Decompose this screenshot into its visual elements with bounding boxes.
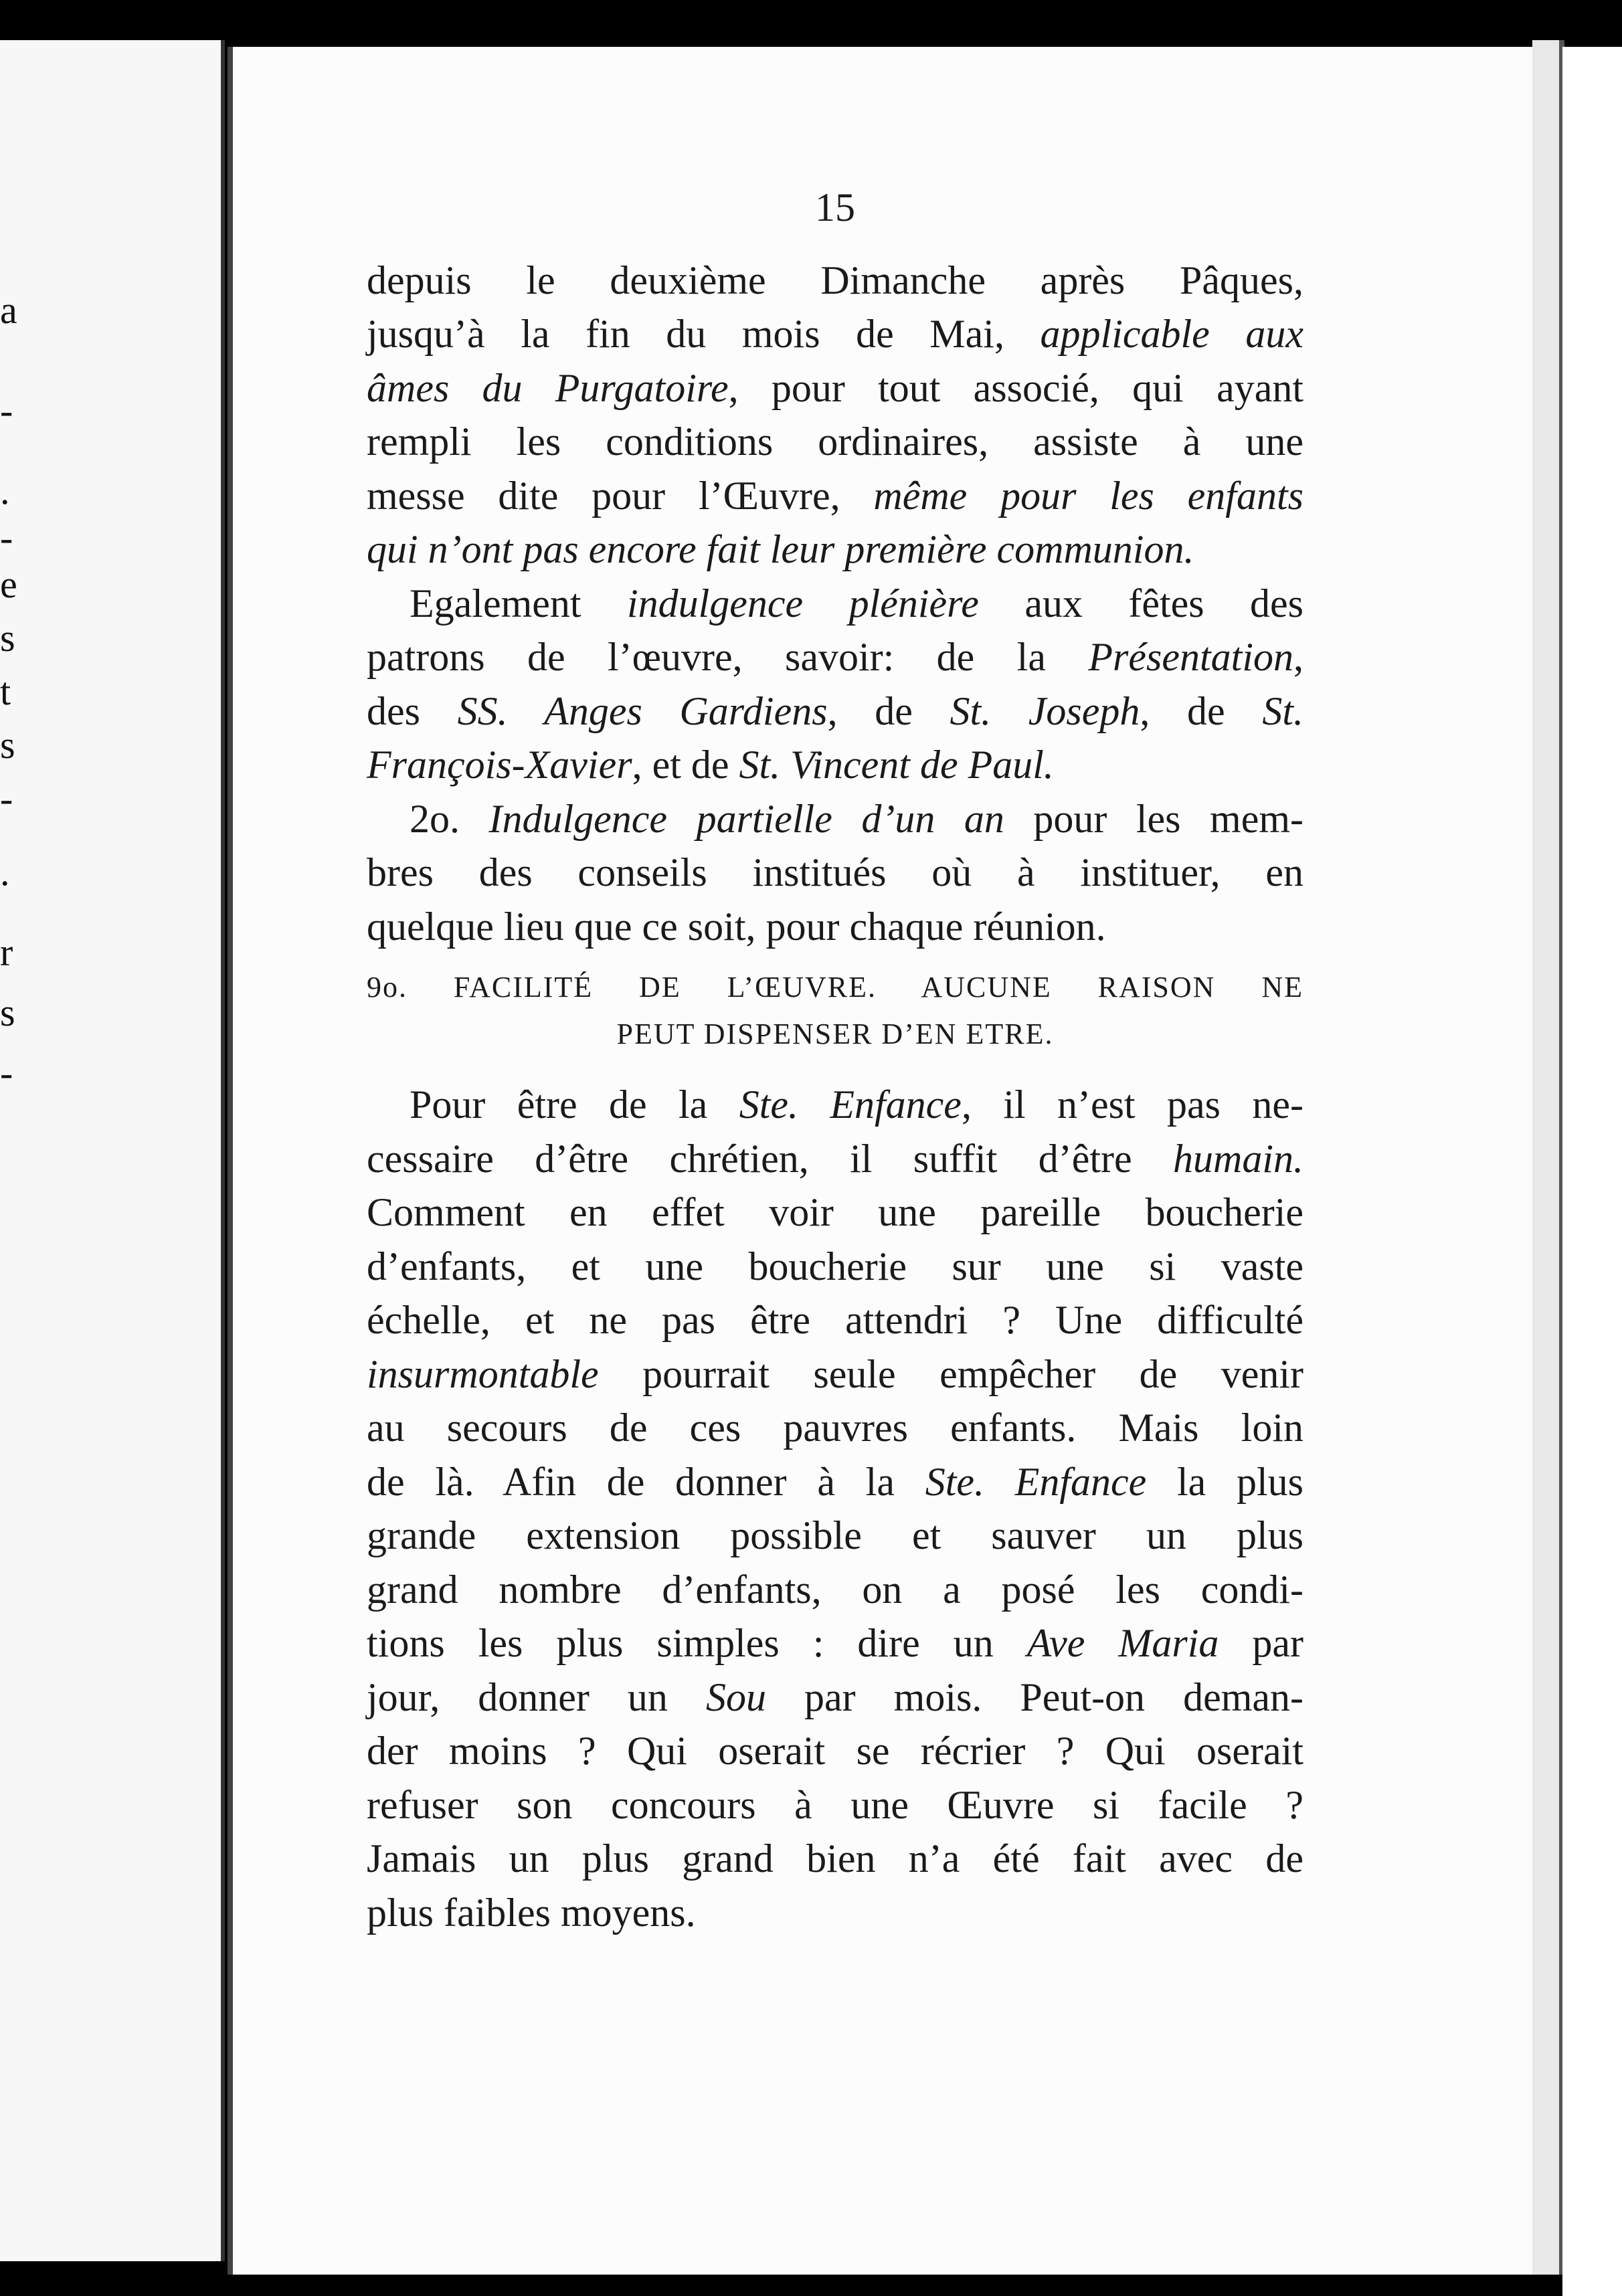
text-line — [367, 361, 1303, 415]
text-segment: , de — [1140, 688, 1263, 733]
left-page-fragment: s — [0, 991, 15, 1034]
text-segment: depuis le deuxième Dimanche après Pâques, — [367, 258, 1303, 302]
paragraph-facilite — [367, 1078, 1303, 1939]
text-line — [367, 1293, 1303, 1347]
text-segment: , pour tout associé, qui ayant — [728, 365, 1304, 410]
text-line — [367, 846, 1303, 900]
heading-line: 9o. FACILITÉ DE L’ŒUVRE. AUCUNE RAISON NE — [367, 971, 1303, 1003]
left-page-fragment: a — [0, 288, 17, 332]
left-page-fragment: - — [0, 516, 13, 559]
text-line — [367, 1347, 1303, 1402]
text-segment: , il n’est pas ne- — [961, 1082, 1304, 1127]
text-segment: la plus — [1146, 1459, 1304, 1504]
section-heading — [367, 964, 1303, 1058]
text-line — [367, 1616, 1303, 1670]
text-line — [367, 1185, 1303, 1240]
text-line — [367, 1886, 1303, 1940]
italic-text: Présentation — [1088, 635, 1293, 679]
text-line — [367, 1240, 1303, 1294]
italic-text: François-Xavier — [367, 743, 632, 787]
text-line — [367, 1509, 1303, 1563]
text-segment: bres des conseils institués où à instituer, en — [367, 850, 1303, 894]
left-page-fragment: t — [0, 670, 11, 713]
text-segment: jusqu’à la fin du mois de Mai, — [367, 312, 1041, 356]
text-line — [367, 307, 1303, 361]
scan-border — [1562, 47, 1622, 2296]
heading-line: PEUT DISPENSER D’EN ETRE. — [616, 1018, 1054, 1050]
text-line — [367, 630, 1303, 684]
text-segment: messe dite pour l’Œuvre, — [367, 473, 874, 518]
italic-text: SS. Anges Gardiens — [457, 688, 828, 733]
page-edge-shadow — [1532, 40, 1564, 2275]
text-line — [367, 1670, 1303, 1725]
text-line — [367, 1132, 1303, 1186]
text-segment: d’enfants, et une boucherie sur une si vaste — [367, 1244, 1303, 1288]
left-page-fragment: . — [0, 469, 10, 512]
italic-text: Sou — [705, 1675, 766, 1719]
text-segment: par mois. Peut-on deman- — [765, 1675, 1303, 1719]
page-number: 15 — [815, 185, 855, 229]
text-segment: , de — [827, 688, 950, 733]
left-page-edge — [0, 40, 225, 2261]
italic-text: âmes du Purgatoire — [367, 365, 729, 410]
left-page-fragment: . — [0, 850, 10, 894]
text-segment: tions les plus simples : dire un — [367, 1621, 1027, 1665]
text-segment: , et de — [632, 743, 739, 787]
text-segment: jour, donner un — [367, 1675, 706, 1719]
text-segment: pour les mem- — [1004, 796, 1303, 841]
italic-text: Ste. Enfance — [739, 1082, 962, 1127]
text-line — [367, 1455, 1303, 1509]
text-line — [367, 522, 1303, 577]
text-segment: par — [1219, 1621, 1303, 1665]
italic-text: Indulgence partielle d’un an — [488, 796, 1004, 841]
text-segment: grand nombre d’enfants, on a posé les condi- — [367, 1567, 1303, 1612]
left-page-fragment: r — [0, 931, 13, 974]
text-segment: 2o. — [410, 796, 489, 841]
paragraph-indulgences — [367, 254, 1303, 954]
italic-text: indulgence plénière — [626, 581, 979, 626]
text-segment: aux fêtes des — [978, 581, 1303, 626]
text-line — [367, 1724, 1303, 1778]
text-segment: , — [1293, 635, 1303, 679]
page-content — [367, 181, 1303, 1939]
left-page-fragment: s — [0, 616, 15, 660]
text-segment: échelle, et ne pas être attendri ? Une difficulté — [367, 1298, 1303, 1342]
left-page-fragment: s — [0, 723, 15, 767]
text-segment: grande extension possible et sauver un plus — [367, 1513, 1303, 1557]
italic-text: même pour les enfants — [873, 473, 1303, 518]
text-segment: plus faibles moyens. — [367, 1890, 696, 1935]
text-segment: de là. Afin de donner à la — [367, 1459, 925, 1504]
text-segment: Jamais un plus grand bien n’a été fait avec de — [367, 1836, 1303, 1881]
italic-text: Ste. Enfance — [925, 1459, 1147, 1504]
italic-text: Ave Maria — [1026, 1621, 1219, 1665]
text-line — [367, 900, 1303, 954]
text-segment: Comment en effet voir une pareille boucherie — [367, 1190, 1303, 1234]
text-line — [367, 792, 1303, 846]
text-segment: Egalement — [410, 581, 627, 626]
left-page-fragment: - — [0, 389, 13, 432]
left-page-fragment: - — [0, 777, 13, 820]
text-line — [367, 469, 1303, 523]
italic-text: St. — [1262, 688, 1303, 733]
text-line — [367, 415, 1303, 469]
text-line — [367, 738, 1303, 792]
left-page-fragment: e — [0, 563, 17, 606]
text-segment: rempli les conditions ordinaires, assiste à une — [367, 419, 1303, 464]
italic-text: St. Vincent de Paul. — [739, 743, 1054, 787]
text-segment: patrons de l’œuvre, savoir: de la — [367, 635, 1089, 679]
text-segment: des — [367, 688, 458, 733]
text-line — [367, 577, 1303, 631]
text-segment: refuser son concours à une Œuvre si facile ? — [367, 1782, 1303, 1827]
text-segment: cessaire d’être chrétien, il suffit d’être — [367, 1136, 1173, 1181]
text-segment: quelque lieu que ce soit, pour chaque réunion. — [367, 904, 1106, 949]
text-segment: pourrait seule empêcher de venir — [598, 1351, 1303, 1396]
text-line — [367, 1078, 1303, 1132]
book-page — [228, 47, 1571, 2275]
text-segment: au secours de ces pauvres enfants. Mais loin — [367, 1406, 1303, 1450]
text-line — [367, 1563, 1303, 1617]
text-line — [367, 254, 1303, 308]
italic-text: humain. — [1173, 1136, 1303, 1181]
italic-text: insurmontable — [367, 1351, 599, 1396]
text-line — [367, 1401, 1303, 1455]
text-line — [367, 684, 1303, 739]
italic-text: qui n’ont pas encore fait leur première communion. — [367, 527, 1194, 571]
italic-text: applicable aux — [1040, 312, 1303, 356]
text-line — [367, 1832, 1303, 1886]
text-segment: Pour être de la — [410, 1082, 739, 1127]
left-page-fragment: - — [0, 1051, 13, 1094]
italic-text: St. Joseph — [950, 688, 1140, 733]
text-line — [367, 1778, 1303, 1832]
text-segment: der moins ? Qui oserait se récrier ? Qui oserait — [367, 1729, 1303, 1773]
